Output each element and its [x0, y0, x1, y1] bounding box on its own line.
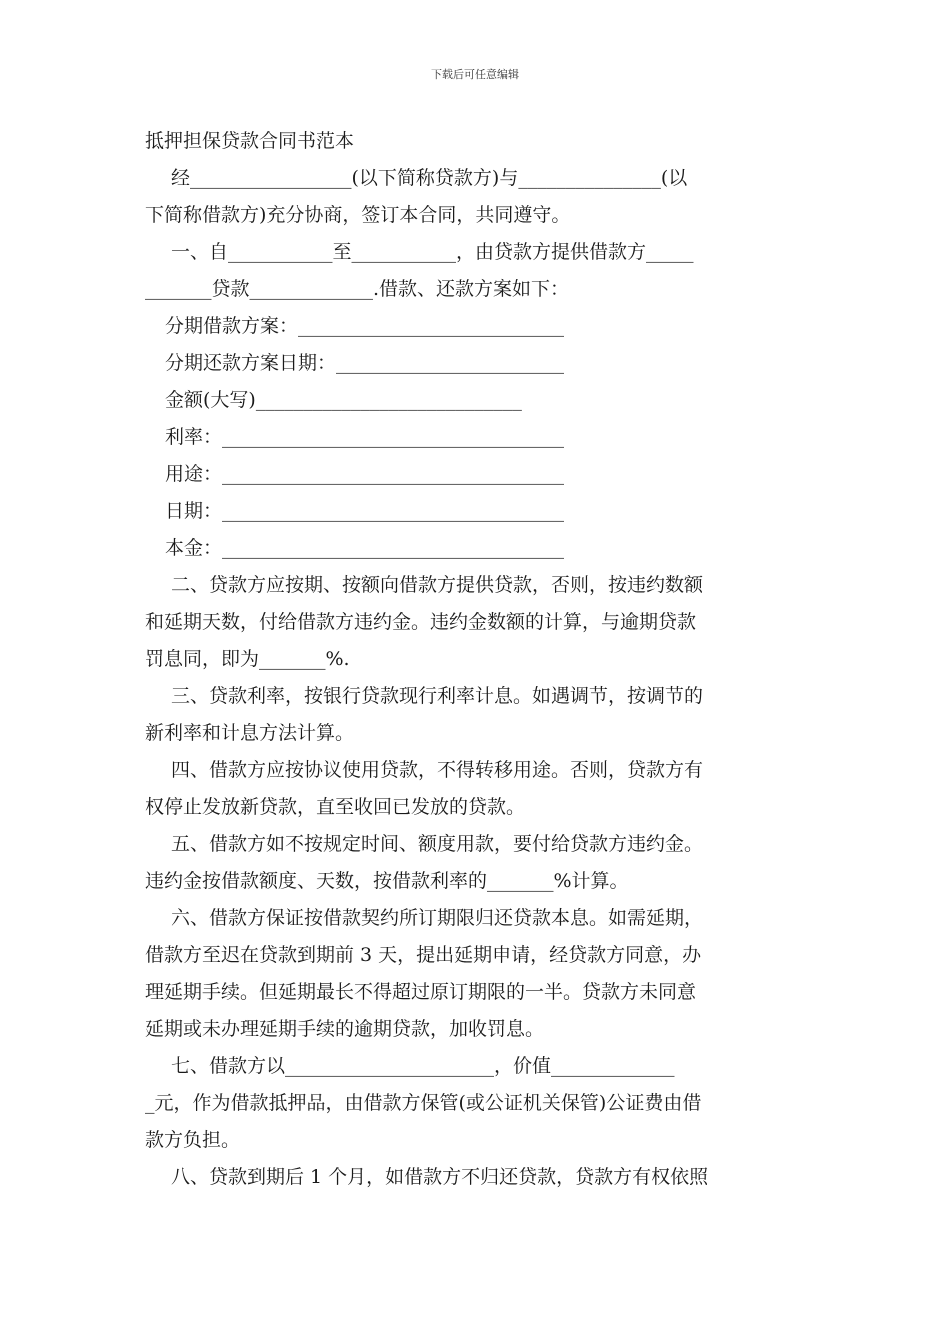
- contract-line: 违约金按借款额度、天数，按借款利率的_______%计算。: [145, 870, 629, 892]
- contract-line: 权停止发放新贷款，直至收回已发放的贷款。: [145, 796, 526, 818]
- contract-line: _______贷款_____________.借款、还款方案如下：: [145, 278, 570, 300]
- contract-line: _元，作为借款抵押品，由借款方保管(或公证机关保管)公证费由借: [145, 1092, 702, 1114]
- header-note: 下载后可任意编辑: [431, 68, 519, 81]
- contract-line: 五、借款方如不按规定时间、额度用款，要付给贷款方违约金。: [171, 833, 704, 855]
- contract-line: 分期还款方案日期：________________________: [165, 352, 565, 374]
- contract-line: 三、贷款利率，按银行贷款现行利率计息。如遇调节，按调节的: [171, 685, 704, 707]
- contract-body: [145, 123, 807, 1196]
- contract-line: 经_________________(以下简称贷款方)与_______________(以: [171, 167, 688, 189]
- contract-line: 新利率和计息方法计算。: [145, 722, 355, 744]
- contract-line: 日期：____________________________________: [165, 500, 565, 522]
- contract-line: 用途：____________________________________: [165, 463, 565, 485]
- contract-line: 七、借款方以______________________，价值_____________: [171, 1055, 675, 1077]
- contract-line: 二、贷款方应按期、按额向借款方提供贷款，否则，按违约数额: [171, 574, 704, 596]
- contract-line: 和延期天数，付给借款方违约金。违约金数额的计算，与逾期贷款: [145, 611, 697, 633]
- contract-line: 八、贷款到期后 1 个月，如借款方不归还贷款，贷款方有权依照: [171, 1166, 709, 1188]
- contract-line: 借款方至迟在贷款到期前 3 天，提出延期申请，经贷款方同意，办: [145, 944, 702, 966]
- contract-line: 款方负担。: [145, 1129, 241, 1151]
- contract-lines: [145, 160, 807, 1196]
- contract-line: 理延期手续。但延期最长不得超过原订期限的一半。贷款方未同意: [145, 981, 697, 1003]
- contract-line: 一、自___________至___________，由贷款方提供借款方_____: [171, 241, 694, 263]
- contract-line: 延期或未办理延期手续的逾期贷款，加收罚息。: [145, 1018, 545, 1040]
- contract-line: 利率：____________________________________: [165, 426, 565, 448]
- contract-line: 四、借款方应按协议使用贷款，不得转移用途。否则，贷款方有: [171, 759, 704, 781]
- contract-line: 本金：____________________________________: [165, 537, 565, 559]
- contract-line: 分期借款方案：____________________________: [165, 315, 565, 337]
- document-title: 抵押担保贷款合同书范本: [145, 130, 355, 152]
- contract-line: 金额(大写)____________________________: [165, 389, 522, 411]
- contract-line: 罚息同，即为_______%.: [145, 648, 350, 670]
- contract-line: 六、借款方保证按借款契约所订期限归还贷款本息。如需延期，: [171, 907, 704, 929]
- contract-line: 下简称借款方)充分协商，签订本合同，共同遵守。: [145, 204, 571, 226]
